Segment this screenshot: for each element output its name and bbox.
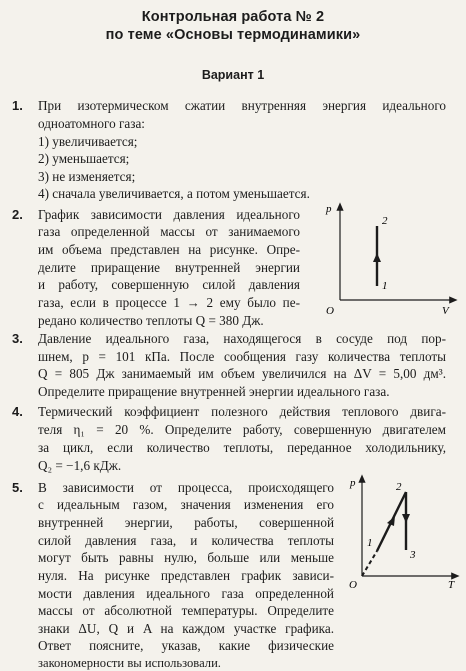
task-5-line: силой давления газа, и количества теплоты (38, 533, 334, 548)
arrow-up-icon (373, 253, 381, 262)
task-5-pt-graph (342, 472, 460, 590)
task-5-number: 5. (12, 480, 23, 495)
arrow-icon (387, 516, 395, 526)
task-2-line: График зависимости давления идеального (38, 207, 300, 222)
task-4-line: Термический коэффициент полезного действия теплового двига- (38, 404, 446, 419)
task-2-line: газа определенной массы от занимаемого (38, 224, 300, 239)
task-5-line: закономерности вы использовали. (38, 656, 221, 670)
task-4-line: Q₂ = −1,6 кДж. (38, 458, 122, 473)
arrow-down-icon (402, 514, 410, 523)
task-5-line: массы от абсолютной температуры. Определите (38, 603, 334, 618)
task-4-line: теля η₁ = 20 %. Определите работу, совершенную двигателем (38, 422, 446, 437)
task-2-line: делите приращение внутренней энергии (38, 260, 300, 275)
task-3-line: Определите приращение внутренней энергии идеального газа. (38, 384, 390, 399)
task-3-number: 3. (12, 331, 23, 346)
task-5-line: могут быть равны нулю, больше или меньше (38, 550, 334, 565)
origin-label: O (326, 305, 334, 317)
task-1-option: 2) уменьшается; (38, 151, 130, 166)
origin-label: O (349, 579, 357, 590)
task-2-line: газа, если в процессе 1 → 2 ему было пе- (38, 295, 300, 310)
task-2-line: редано количество теплоты Q = 380 Дж. (38, 313, 264, 328)
point-2-label: 2 (396, 481, 402, 493)
task-4-line: за цикл, если количество теплоты, переданное холодильнику, (38, 440, 446, 455)
task-5-line: нуля. На рисунке представлен график зависи- (38, 568, 334, 583)
page-subtitle: по теме «Основы термодинамики» (105, 27, 361, 43)
task-1-option: 4) сначала увеличивается, а потом уменьшается. (38, 186, 310, 201)
point-1-label: 1 (382, 280, 388, 292)
task-3-line: Q = 805 Дж занимаемый им объем увеличился на ΔV = 5,00 дм³. (38, 366, 446, 381)
point-2-label: 2 (382, 215, 388, 227)
task-1-number: 1. (12, 98, 23, 113)
task-2-pv-graph (318, 200, 458, 320)
p-axis-label: p (326, 203, 332, 215)
task-5-line: В зависимости от процесса, происходящего (38, 480, 334, 495)
task-3-line: шнем, p = 101 кПа. После сообщения газу количества теплоты (38, 349, 446, 364)
page-title: Контрольная работа № 2 (141, 9, 325, 25)
task-2-number: 2. (12, 207, 23, 222)
task-1-line: При изотермическом сжатии внутренняя энергия идеального (38, 98, 446, 113)
task-2-line: и работу, совершенную силой давления (38, 277, 300, 292)
task-4-number: 4. (12, 404, 23, 419)
extrapolation-dashed-line (362, 551, 377, 576)
task-5-line: мости давления идеального газа определенной (38, 586, 334, 601)
task-5-line: с идеальным газом, значения изменения его (38, 497, 334, 512)
point-1-label: 1 (367, 537, 373, 549)
task-5-line: знаки ΔU, Q и A на каждом участке графика. (38, 621, 334, 636)
p-axis-label: p (350, 477, 356, 489)
task-1-option: 3) не изменяется; (38, 169, 136, 184)
task-5-line: Ответ поясните, указав, какие физические (38, 638, 334, 653)
task-1-option: 1) увеличивается; (38, 134, 138, 149)
t-axis-label: T (448, 579, 455, 590)
task-2-line: им объема представлен на рисунке. Опре- (38, 242, 300, 257)
task-3-line: Давление идеального газа, находящегося в сосуде под пор- (38, 331, 446, 346)
variant-heading: Вариант 1 (201, 68, 265, 82)
point-3-label: 3 (410, 549, 416, 561)
v-axis-label: V (442, 305, 449, 317)
task-5-line: внутренней энергии, работы, совершенной (38, 515, 334, 530)
task-1-line: одноатомного газа: (38, 116, 145, 131)
